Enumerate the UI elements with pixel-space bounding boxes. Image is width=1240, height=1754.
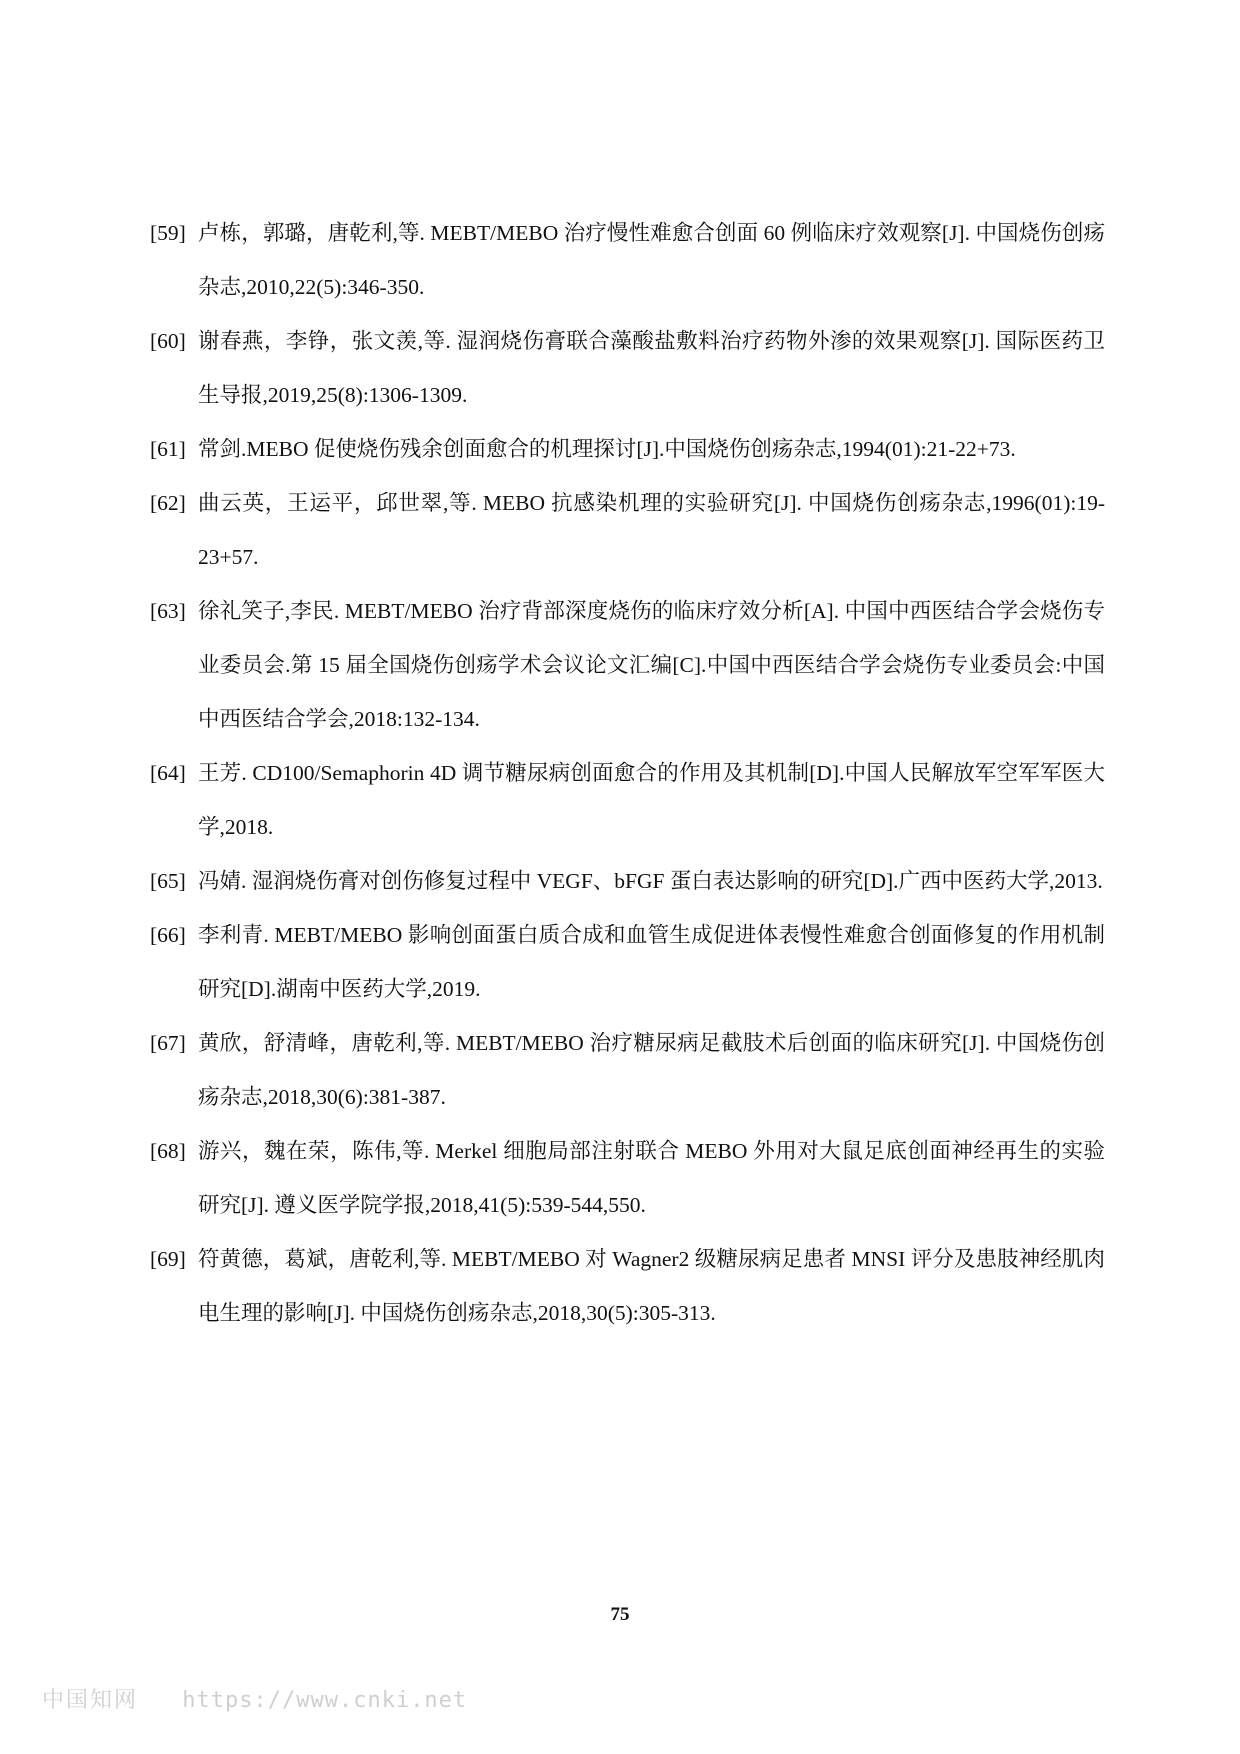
reference-text: 黄欣，舒清峰，唐乾利,等. MEBT/MEBO 治疗糖尿病足截肢术后创面的临床研究[J]. 中国烧伤创疡杂志,2018,30(6):381-387. [198,1031,1105,1109]
reference-text: 李利青. MEBT/MEBO 影响创面蛋白质合成和血管生成促进体表慢性难愈合创面修复的作用机制研究[D].湖南中医药大学,2019. [198,923,1105,1001]
reference-text: 卢栋，郭璐，唐乾利,等. MEBT/MEBO 治疗慢性难愈合创面 60 例临床疗效观察[J]. 中国烧伤创疡杂志,2010,22(5):346-350. [198,221,1105,299]
reference-text: 游兴，魏在荣，陈伟,等. Merkel 细胞局部注射联合 MEBO 外用对大鼠足底创面神经再生的实验研究[J]. 遵义医学院学报,2018,41(5):539-544,550. [198,1139,1105,1217]
reference-item [150,422,1105,476]
reference-text: 徐礼笑子,李民. MEBT/MEBO 治疗背部深度烧伤的临床疗效分析[A]. 中国中西医结合学会烧伤专业委员会.第 15 届全国烧伤创疡学术会议论文汇编[C].中国中西医结合学会烧伤专业委员会:中国中西医结合学会,2018:132-134. [198,599,1105,731]
reference-number: [62] [150,491,186,515]
reference-text: 曲云英，王运平，邱世翠,等. MEBO 抗感染机理的实验研究[J]. 中国烧伤创疡杂志,1996(01):19-23+57. [198,491,1105,569]
reference-item [150,206,1105,314]
reference-item [150,584,1105,746]
reference-item [150,746,1105,854]
reference-text: 符黄德，葛斌，唐乾利,等. MEBT/MEBO 对 Wagner2 级糖尿病足患者 MNSI 评分及患肢神经肌肉电生理的影响[J]. 中国烧伤创疡杂志,2018,30(5):305-313. [198,1247,1105,1325]
reference-number: [61] [150,437,186,461]
reference-text: 冯婧. 湿润烧伤膏对创伤修复过程中 VEGF、bFGF 蛋白表达影响的研究[D].广西中医药大学,2013. [198,869,1103,893]
reference-number: [65] [150,869,186,893]
reference-number: [64] [150,761,186,785]
reference-list [150,206,1105,1340]
reference-item [150,1124,1105,1232]
reference-item [150,314,1105,422]
reference-number: [66] [150,923,186,947]
reference-number: [68] [150,1139,186,1163]
reference-item [150,1016,1105,1124]
reference-item [150,854,1105,908]
reference-text: 谢春燕，李铮，张文羡,等. 湿润烧伤膏联合藻酸盐敷料治疗药物外渗的效果观察[J]. 国际医药卫生导报,2019,25(8):1306-1309. [198,329,1105,407]
reference-text: 王芳. CD100/Semaphorin 4D 调节糖尿病创面愈合的作用及其机制[D].中国人民解放军空军军医大学,2018. [198,761,1105,839]
reference-item [150,476,1105,584]
watermark-url: https://www.cnki.net [182,1688,468,1713]
reference-number: [69] [150,1247,186,1271]
reference-number: [59] [150,221,186,245]
reference-item [150,1232,1105,1340]
reference-number: [67] [150,1031,186,1055]
cnki-watermark [42,1683,467,1714]
watermark-name: 中国知网 [42,1688,139,1713]
reference-number: [60] [150,329,186,353]
reference-text: 常剑.MEBO 促使烧伤残余创面愈合的机理探讨[J].中国烧伤创疡杂志,1994(01):21-22+73. [198,437,1016,461]
reference-number: [63] [150,599,186,623]
reference-item [150,908,1105,1016]
page-number: 75 [610,1604,630,1625]
